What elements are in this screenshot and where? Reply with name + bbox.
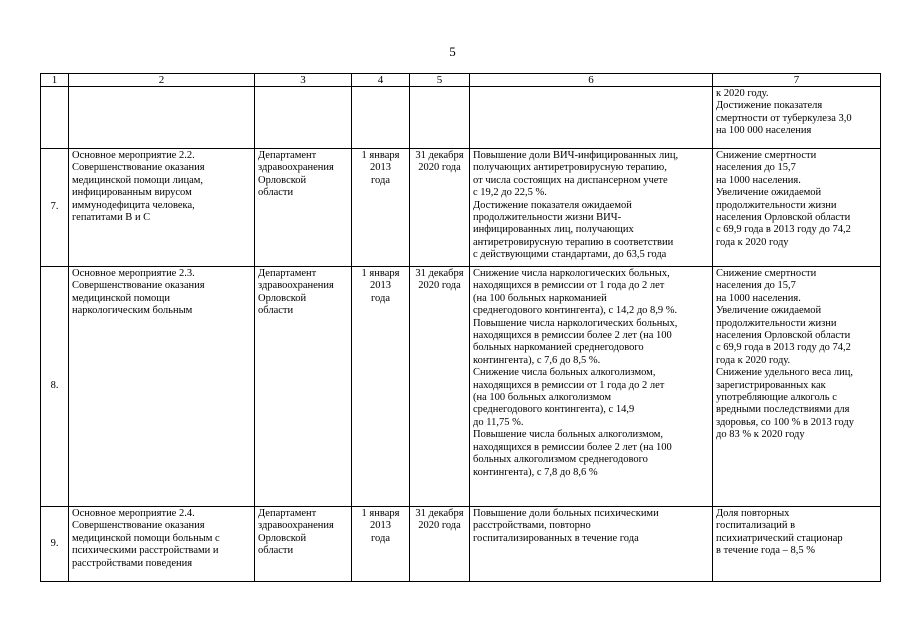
start-date: 1 января 2013 года xyxy=(352,267,410,507)
expected-result: Снижение смертности населения до 15,7 на 1000 населения. Увеличение ожидаемой продолжительности жизни населения Орловской области с 69,9 года в 2013 году до 74,2 года к 2020 году xyxy=(713,149,881,267)
end-date xyxy=(410,87,470,149)
expected-result: к 2020 году. Достижение показателя смертности от туберкулеза 3,0 на 100 000 населения xyxy=(713,87,881,149)
executor: Департамент здравоохранения Орловской области xyxy=(255,507,352,582)
executor: Департамент здравоохранения Орловской области xyxy=(255,267,352,507)
event-name: Основное мероприятие 2.3. Совершенствование оказания медицинской помощи наркологическим больным xyxy=(69,267,255,507)
event-name: Основное мероприятие 2.4. Совершенствование оказания медицинской помощи больным с психическими расстройствами и расстройствами поведения xyxy=(69,507,255,582)
header-cell-2: 2 xyxy=(69,74,255,87)
header-cell-4: 4 xyxy=(352,74,410,87)
expected-result: Снижение смертности населения до 15,7 на 1000 населения. Увеличение ожидаемой продолжительности жизни населения Орловской области с 69,9 года в 2013 году до 74,2 года к 2020 году. Снижение удельного веса лиц, зарегистрированных как употребляющие алкоголь с вредными последствиями для здоровья, со 100 % в 2013 году до 83 % к 2020 году xyxy=(713,267,881,507)
table-row xyxy=(41,149,881,267)
header-cell-1: 1 xyxy=(41,74,69,87)
end-date: 31 декабря 2020 года xyxy=(410,267,470,507)
header-cell-5: 5 xyxy=(410,74,470,87)
header-cell-7: 7 xyxy=(713,74,881,87)
program-table xyxy=(40,73,881,582)
end-date: 31 декабря 2020 года xyxy=(410,149,470,267)
header-cell-3: 3 xyxy=(255,74,352,87)
start-date: 1 января 2013 года xyxy=(352,507,410,582)
header-row xyxy=(41,74,881,87)
row-number: 8. xyxy=(41,267,69,507)
row-number xyxy=(41,87,69,149)
start-date xyxy=(352,87,410,149)
table-row xyxy=(41,87,881,149)
page-number: 5 xyxy=(449,44,456,59)
expected-result: Доля повторных госпитализаций в психиатрический стационар в течение года – 8,5 % xyxy=(713,507,881,582)
row-number: 7. xyxy=(41,149,69,267)
executor xyxy=(255,87,352,149)
event-name xyxy=(69,87,255,149)
indicators: Снижение числа наркологических больных, находящихся в ремиссии от 1 года до 2 лет (на 100 больных наркоманией среднегодового контингента), с 14,2 до 8,9 %. Повышение числа наркологических больных, находящихся в ремиссии более 2 лет (на 100 больных наркоманией среднегодового контингента), с 7,6 до 8,5 %. Снижение числа больных алкоголизмом, находящихся в ремиссии от 1 года до 2 лет (на 100 больных алкоголизмом среднегодового контингента), с 14,9 до 11,75 %. Повышение числа больных алкоголизмом, находящихся в ремиссии более 2 лет (на 100 больных алкоголизмом среднегодового контингента), с 7,8 до 8,6 % xyxy=(470,267,713,507)
indicators: Повышение доли ВИЧ-инфицированных лиц, получающих антиретровирусную терапию, от числа состоящих на диспансерном учете с 19,2 до 22,5 %. Достижение показателя ожидаемой продолжительности жизни ВИЧ- инфицированных лиц, получающих антиретровирусную терапию в соответствии с действующими стандартами, до 63,5 года xyxy=(470,149,713,267)
end-date: 31 декабря 2020 года xyxy=(410,507,470,582)
header-cell-6: 6 xyxy=(470,74,713,87)
executor: Департамент здравоохранения Орловской области xyxy=(255,149,352,267)
row-number: 9. xyxy=(41,507,69,582)
start-date: 1 января 2013 года xyxy=(352,149,410,267)
table-row xyxy=(41,507,881,582)
event-name: Основное мероприятие 2.2. Совершенствование оказания медицинской помощи лицам, инфицированным вирусом иммунодефицита человека, гепатитами В и С xyxy=(69,149,255,267)
indicators xyxy=(470,87,713,149)
table-row xyxy=(41,267,881,507)
indicators: Повышение доли больных психическими расстройствами, повторно госпитализированных в течение года xyxy=(470,507,713,582)
